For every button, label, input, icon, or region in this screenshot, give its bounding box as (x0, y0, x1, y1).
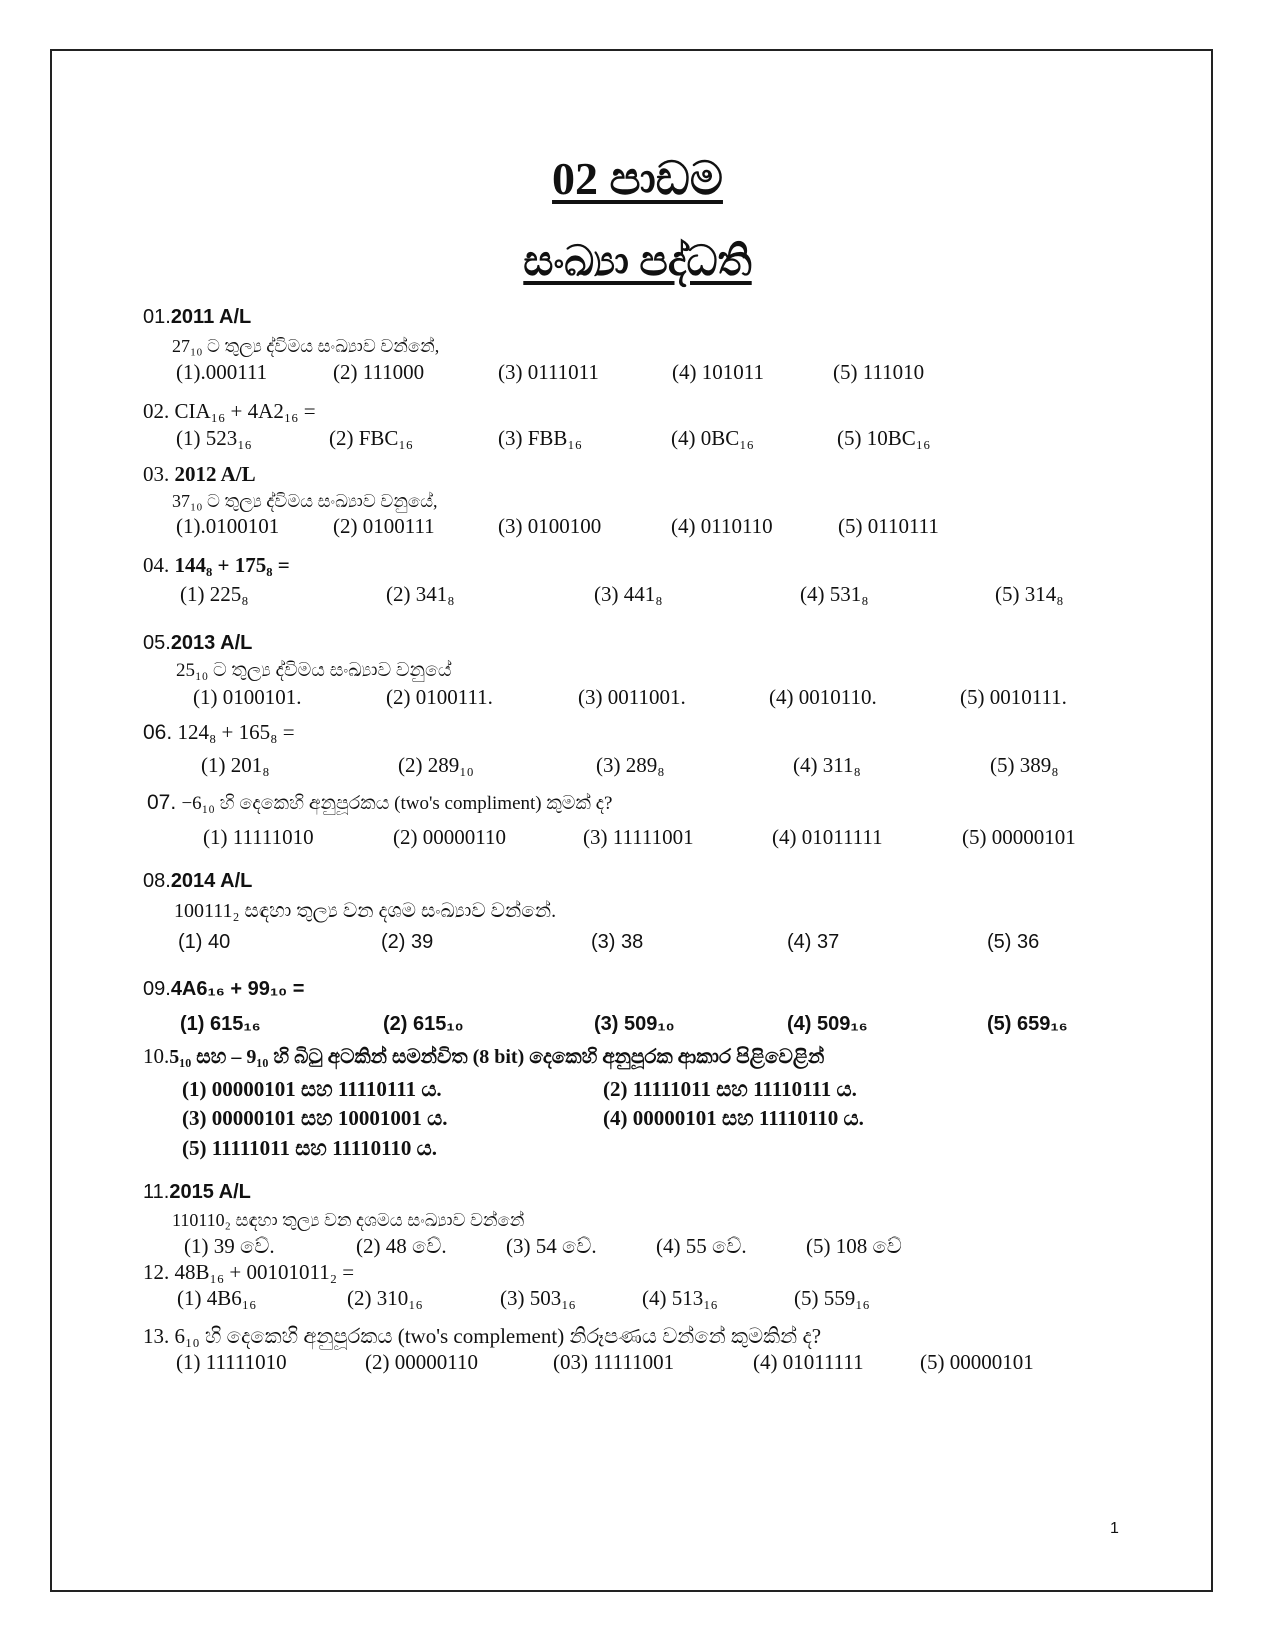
question-stem: 25₁₀ ට තුල්‍ය ද්විමය සංඛ්‍යාව වනුයේ (176, 660, 452, 681)
option-1: (1) 615₁₆ (180, 1013, 261, 1035)
option-3: (3) FBB₁₆ (498, 426, 583, 450)
question-number: 04. (143, 553, 170, 577)
option-4: (4) 513₁₆ (642, 1286, 718, 1310)
question-text: CIA₁₆ + 4A2₁₆ = (174, 399, 316, 423)
lesson-subtitle: සංඛ්‍යා පද්ධති (523, 239, 752, 285)
option-5: (5) 659₁₆ (987, 1013, 1068, 1035)
option-5: (5) 389₈ (990, 753, 1059, 777)
option-2: (2) 00000110 (365, 1350, 478, 1374)
question-text: 5₁₀ සහ – 9₁₀ හි බිටු අටකින් සමන්විත (8 bit) දෙකෙහි අනුපූරක ආකාර පිළිවෙළින් (169, 1046, 825, 1068)
option-1: (1) 11111010 (203, 825, 314, 849)
option-2: (2) 310₁₆ (347, 1286, 423, 1310)
option-5: (5) 559₁₆ (794, 1286, 870, 1310)
option-3: (3) 0011001. (578, 685, 686, 709)
question-text: 144₈ + 175₈ = (174, 553, 290, 577)
option-1: (1) 0100101. (193, 685, 302, 709)
option-3: (3) 289₈ (596, 753, 665, 777)
option-5: (5) 314₈ (995, 582, 1064, 606)
exam-year-tag: 2012 A/L (174, 462, 256, 486)
question-number: 11. (143, 1181, 170, 1203)
option-1: (1) 225₈ (180, 582, 249, 606)
lesson-title: 02 පාඩම (552, 153, 723, 204)
question-text: −6₁₀ හි දෙකෙහි අනුපූරකය (two's compliment) කුමක් ද? (181, 793, 613, 814)
option-3: (3) 11111001 (583, 825, 694, 849)
option-5: (5) 0110111 (838, 514, 939, 538)
question-number: 06. (143, 721, 173, 744)
question-stem: 27₁₀ ට තුල්‍ය ද්විමය සංඛ්‍යාව වන්නේ, (172, 336, 440, 356)
option-4: (4) 311₈ (793, 753, 861, 777)
option-1: (1) 4B6₁₆ (177, 1286, 257, 1310)
option-1: (1) 00000101 සහ 11110111 ය. (182, 1077, 442, 1101)
question-stem: 37₁₀ ට තුල්‍ය ද්විමය සංඛ්‍යාව වනුයේ, (172, 491, 438, 511)
option-3: (03) 11111001 (553, 1350, 675, 1374)
option-2: (2) 341₈ (386, 582, 455, 606)
option-4: (4) 509₁₆ (787, 1013, 868, 1035)
option-2: (2) 289₁₀ (398, 753, 474, 777)
option-2: (2) 00000110 (393, 825, 506, 849)
question-number: 09. (143, 978, 171, 1000)
exam-year-tag: 2014 A/L (170, 870, 253, 892)
option-2: (2) 111000 (333, 360, 425, 384)
option-2: (2) 11111011 සහ 11110111 ය. (603, 1077, 857, 1101)
option-3: (3) 0100100 (498, 514, 602, 538)
question-number: 03. (143, 462, 170, 486)
page-number: 1 (1110, 1520, 1119, 1537)
option-1: (1) 39 වේ. (184, 1234, 275, 1258)
option-4: (4) 00000101 සහ 11110110 ය. (603, 1106, 864, 1130)
option-5: (5) 00000101 (962, 825, 1076, 849)
exam-year-tag: 2013 A/L (170, 632, 253, 654)
question-text: 124₈ + 165₈ = (177, 720, 295, 744)
option-5: (5) 11111011 සහ 11110110 ය. (182, 1136, 438, 1160)
option-2: (2) FBC₁₆ (329, 426, 414, 450)
option-1: (1).000111 (176, 360, 268, 384)
option-3: (3) 00000101 සහ 10001001 ය. (182, 1106, 448, 1130)
question-number: 07. (147, 791, 177, 814)
question-stem: 100111₂ සඳහා තුල්‍ය වන දශම සංඛ්‍යාව වන්නේ. (174, 900, 557, 922)
option-5: (5) 0010111. (960, 685, 1067, 709)
question-text: 48B₁₆ + 00101011₂ = (174, 1260, 355, 1284)
option-1: (1) 523₁₆ (176, 426, 252, 450)
option-4: (4) 531₈ (800, 582, 869, 606)
option-3: (3) 441₈ (594, 582, 663, 606)
option-4: (4) 01011111 (772, 825, 883, 849)
option-4: (4) 0BC₁₆ (671, 426, 754, 450)
option-4: (4) 101011 (672, 360, 764, 384)
option-3: (3) 54 වේ. (506, 1234, 597, 1258)
question-number: 02. (143, 399, 170, 423)
question-text: 4A6₁₆ + 99₁₀ = (170, 978, 305, 1000)
question-number: 05. (143, 632, 171, 654)
option-2: (2) 615₁₀ (383, 1013, 464, 1035)
option-1: (1) 40 (178, 931, 231, 953)
option-1: (1) 11111010 (176, 1350, 287, 1374)
option-2: (2) 48 වේ. (356, 1234, 447, 1258)
question-number: 08. (143, 870, 171, 892)
option-2: (2) 0100111 (333, 514, 435, 538)
option-1: (1).0100101 (176, 514, 280, 538)
question-number: 10. (143, 1044, 170, 1068)
question-number: 13. (143, 1324, 170, 1348)
option-5: (5) 108 වේ (806, 1234, 902, 1258)
option-3: (3) 509₁₀ (594, 1013, 675, 1035)
option-2: (2) 39 (381, 931, 434, 953)
option-5: (5) 111010 (833, 360, 925, 384)
exam-year-tag: 2015 A/L (169, 1181, 251, 1203)
option-2: (2) 0100111. (386, 685, 493, 709)
option-5: (5) 00000101 (920, 1350, 1034, 1374)
option-3: (3) 0111011 (498, 360, 599, 384)
option-4: (4) 0110110 (671, 514, 773, 538)
option-5: (5) 36 (987, 931, 1040, 953)
option-3: (3) 503₁₆ (500, 1286, 576, 1310)
question-number: 12. (143, 1260, 170, 1284)
question-text: 6₁₀ හි දෙකෙහි අනුපූරකය (two's complement) නිරූපණය වන්නේ කුමකින් ද? (174, 1324, 822, 1348)
option-4: (4) 55 වේ. (656, 1234, 747, 1258)
option-4: (4) 01011111 (753, 1350, 864, 1374)
option-1: (1) 201₈ (201, 753, 270, 777)
question-stem: 110110₂ සඳහා තුල්‍ය වන දශමය සංඛ්‍යාව වන්නේ (172, 1210, 525, 1230)
option-4: (4) 0010110. (769, 685, 877, 709)
option-3: (3) 38 (591, 931, 644, 953)
option-4: (4) 37 (787, 931, 840, 953)
question-number: 01. (143, 306, 171, 328)
exam-year-tag: 2011 A/L (170, 306, 252, 328)
option-5: (5) 10BC₁₆ (837, 426, 931, 450)
